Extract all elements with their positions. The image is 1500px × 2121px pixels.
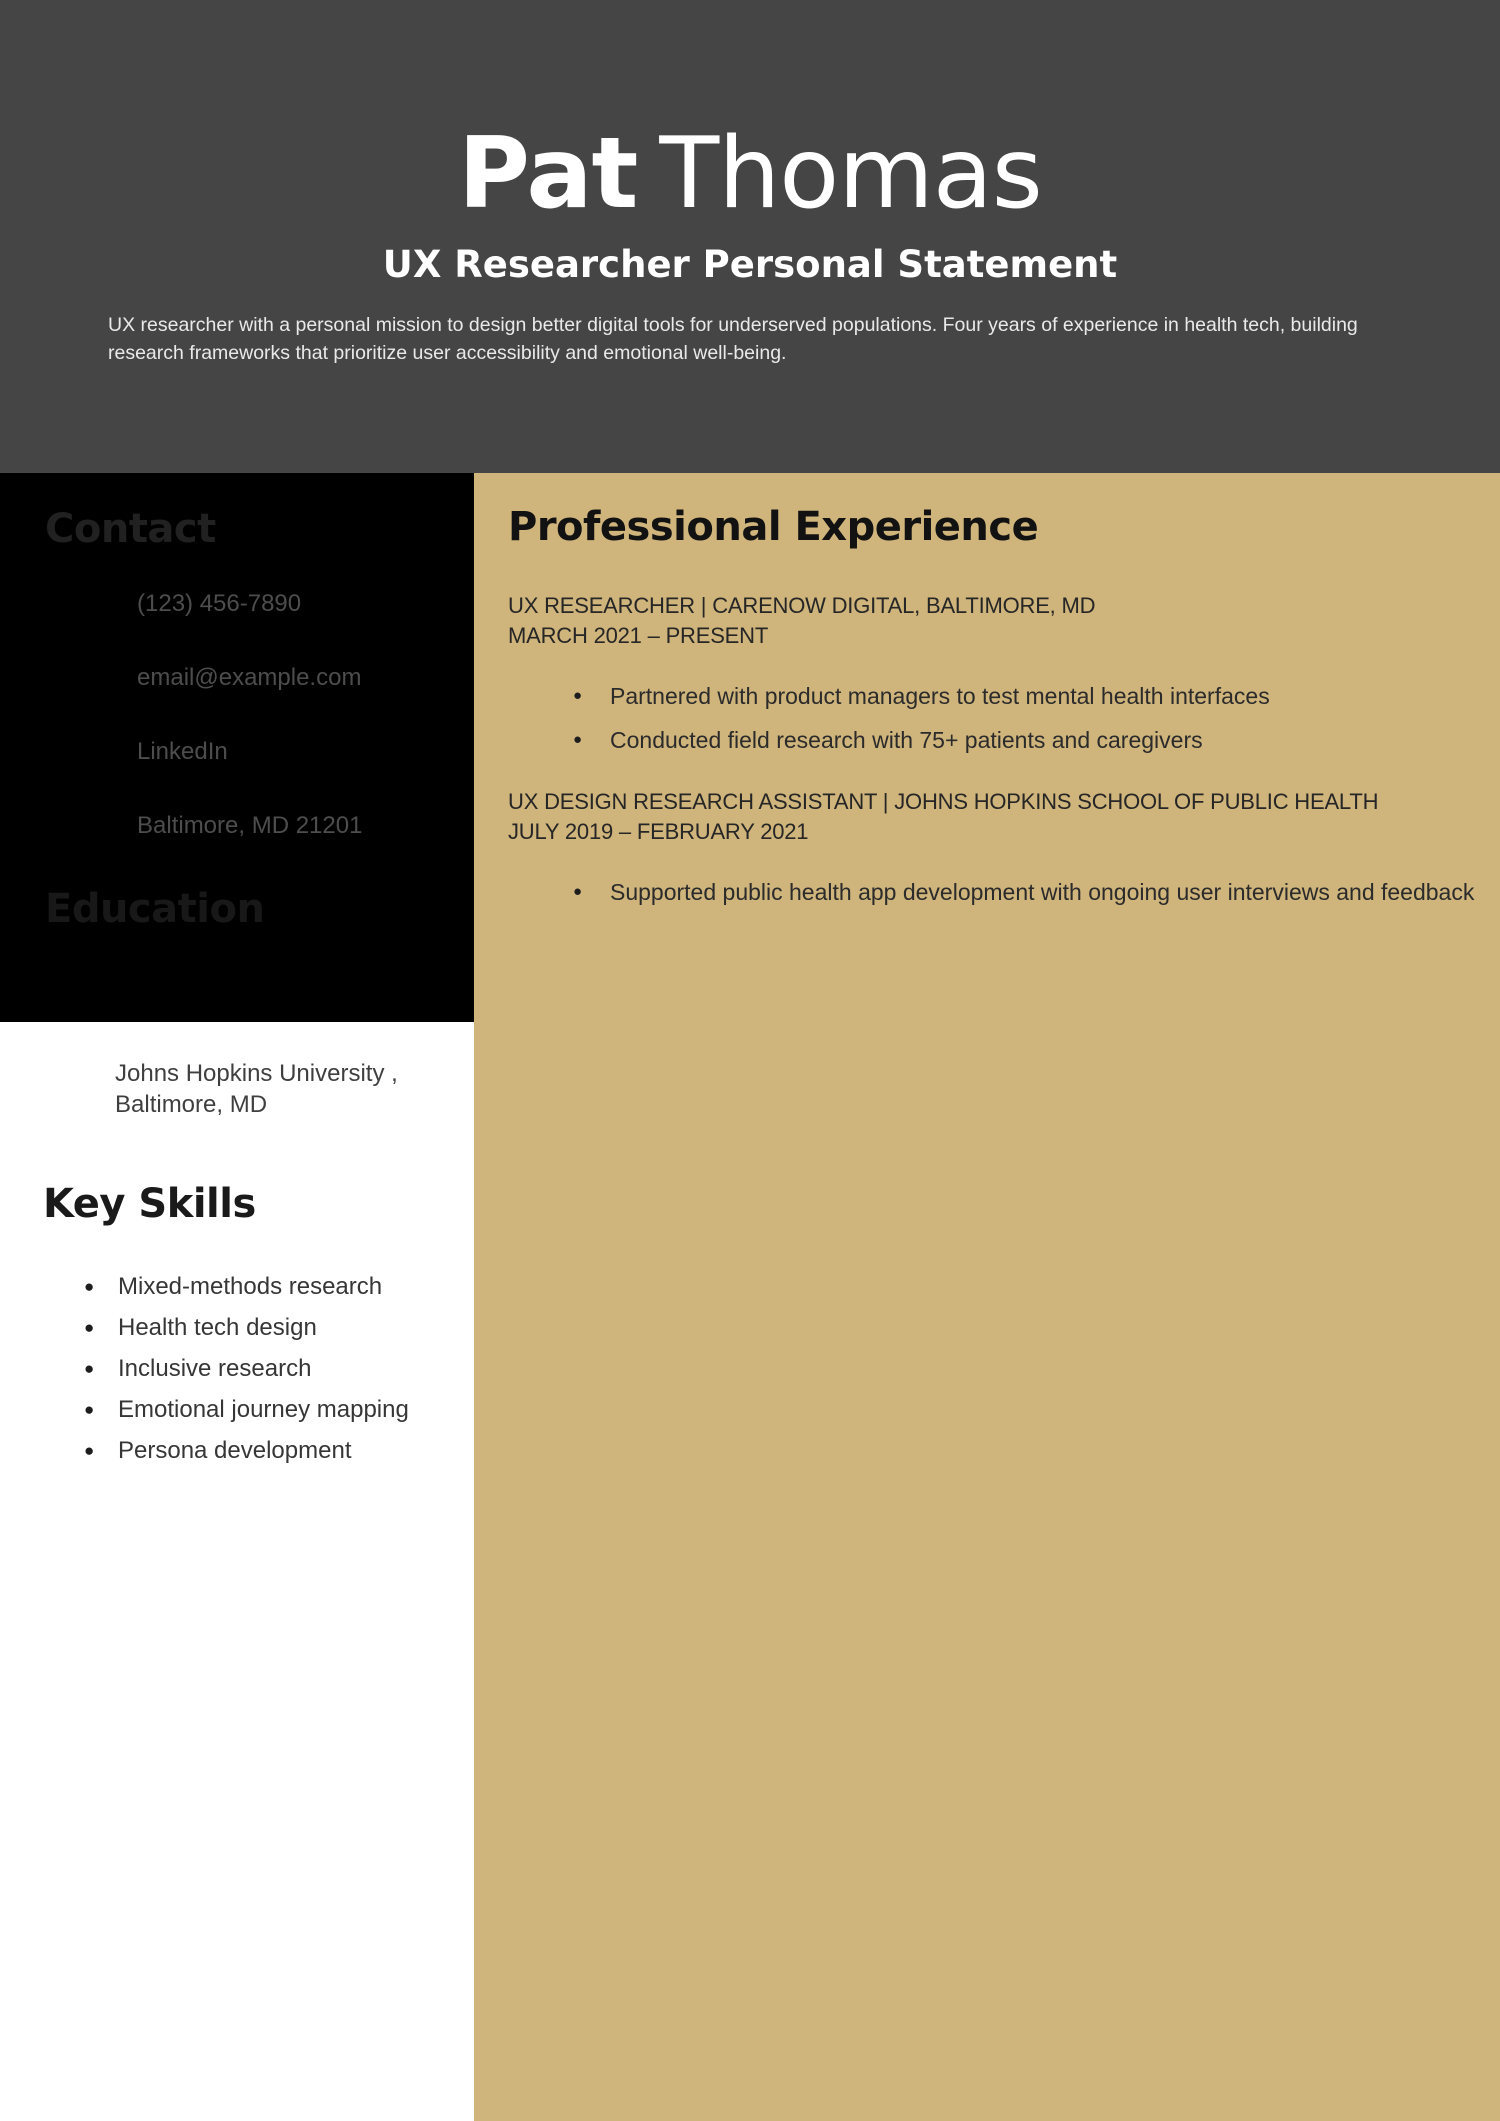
education-heading: Education [45,886,265,932]
skill-item: ● Mixed-methods research [118,1272,474,1302]
candidate-last-name: Thomas [659,117,1042,231]
candidate-name [0,117,1500,231]
job-bullet: ● Conducted field research with 75+ patients and caregivers [610,725,1490,755]
contact-linkedin-link[interactable]: LinkedIn [137,738,228,765]
contact-heading: Contact [45,506,216,552]
header-section [0,0,1500,473]
left-column [0,1022,474,2121]
job-title: UX DESIGN RESEARCH ASSISTANT | JOHNS HOPKINS SCHOOL OF PUBLIC HEALTH [508,789,1379,814]
experience-panel [474,473,1500,2121]
experience-heading: Professional Experience [508,504,1039,550]
job-header [508,591,1492,651]
skill-item: ● Inclusive research [118,1354,474,1384]
candidate-first-name: Pat [458,117,638,231]
job-entry [508,591,1492,755]
contact-phone: (123) 456-7890 [137,590,302,617]
job-bullet: ● Supported public health app development with ongoing user interviews and feedback [610,877,1490,907]
skill-item: ● Health tech design [118,1313,474,1343]
job-bullet: ● Partnered with product managers to test mental health interfaces [610,681,1490,711]
contact-location: Baltimore, MD 21201 [137,812,363,839]
document-subtitle: UX Researcher Personal Statement [382,243,1118,286]
job-bullet-list [508,681,1492,755]
personal-statement-text: UX researcher with a personal mission to design better digital tools for underserved populations. Four years of experience in health tech, building research frameworks that prioritize user accessibility and emotional well-being. [108,314,1358,364]
job-bullet-list [508,877,1492,907]
job-title: UX RESEARCHER | CARENOW DIGITAL, BALTIMORE, MD [508,593,1096,618]
skill-item: ● Persona development [118,1436,474,1466]
education-school: Johns Hopkins University , Baltimore, MD [115,1060,398,1118]
job-header [508,787,1492,847]
contact-email: email@example.com [137,664,362,691]
key-skills-list [0,1272,474,1466]
job-entry [508,787,1492,907]
skill-item: ● Emotional journey mapping [118,1395,474,1425]
key-skills-heading: Key Skills [43,1181,256,1227]
contact-education-panel [0,473,474,1022]
job-dates: JULY 2019 – FEBRUARY 2021 [508,819,809,844]
job-dates: MARCH 2021 – PRESENT [508,623,769,648]
contact-list [0,589,474,841]
